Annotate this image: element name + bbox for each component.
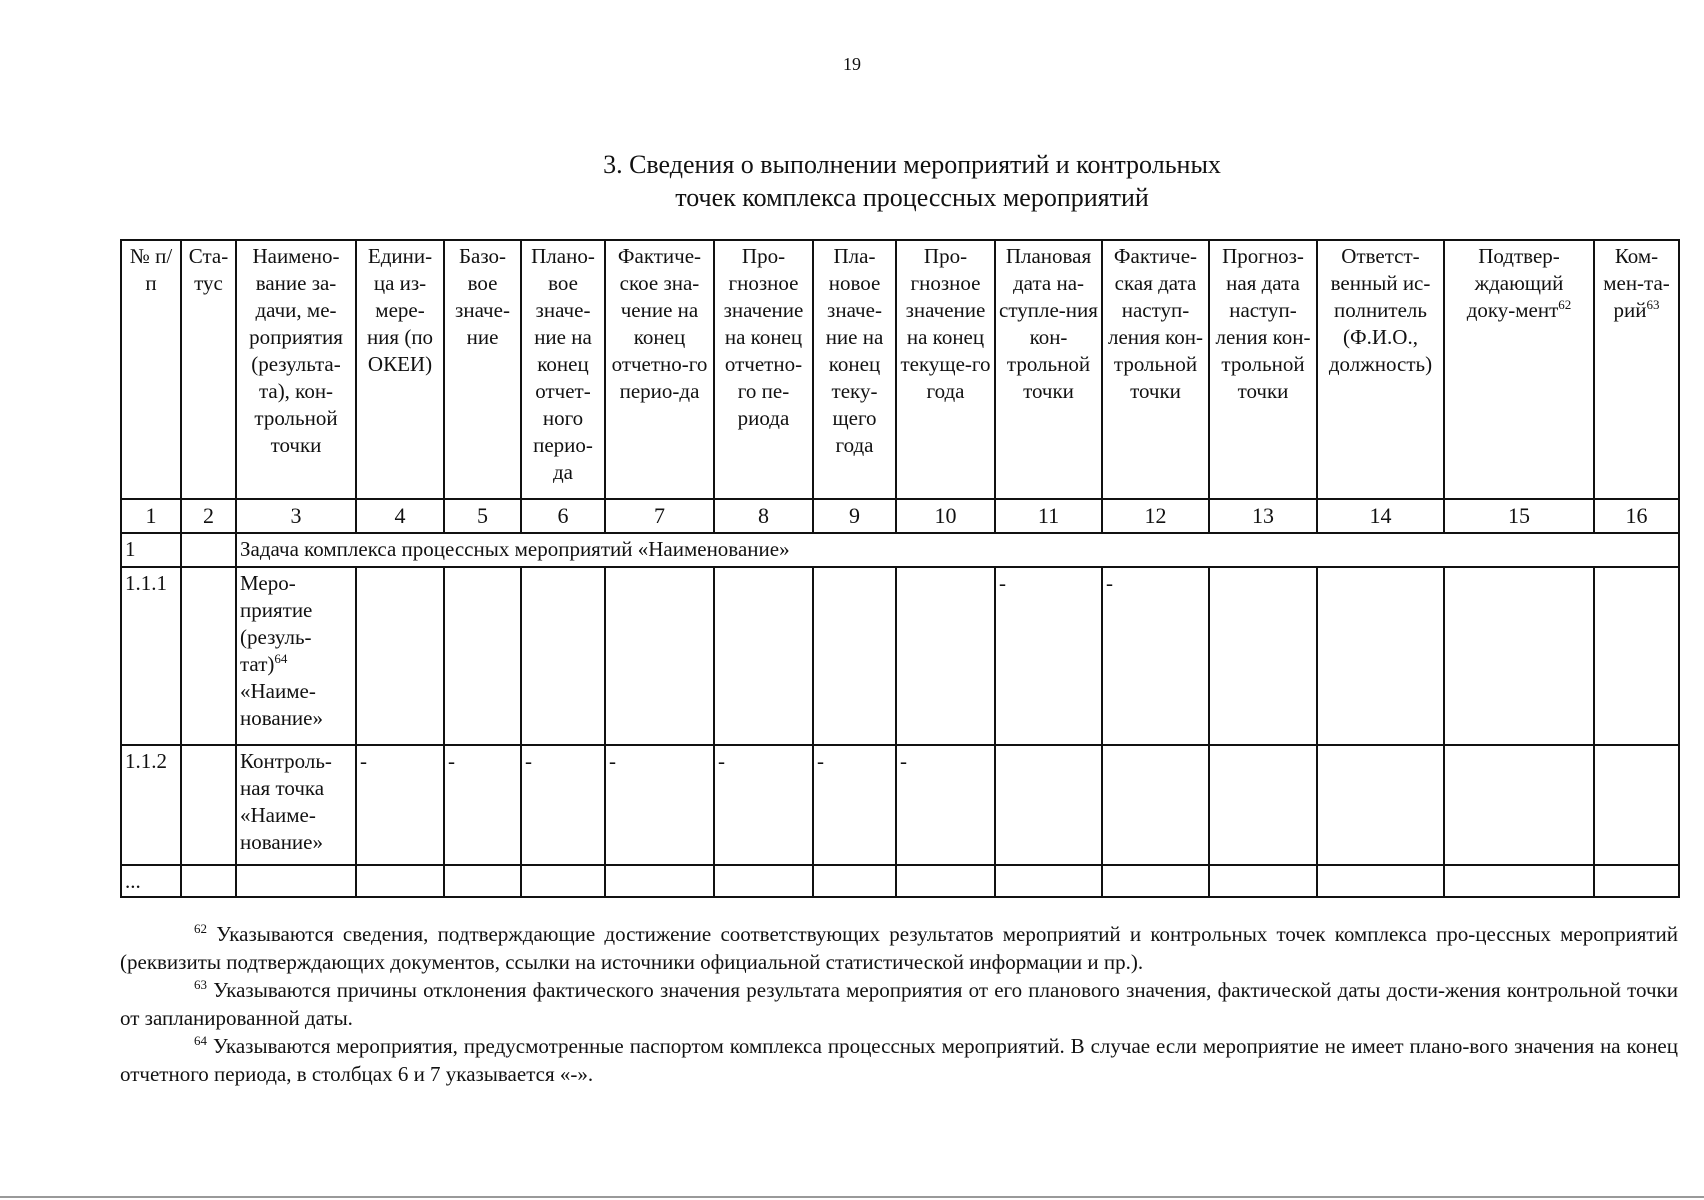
table-cell xyxy=(1209,567,1317,745)
activity-name-cell: Меро-приятие (резуль-тат)$^{64}$ «Наиме-нование» xyxy=(236,567,356,745)
column-number-row xyxy=(121,499,1679,533)
table-row-continuation xyxy=(121,865,1679,897)
task-title-cell: Задача комплекса процессных мероприятий «Наименование» xyxy=(236,533,1679,567)
column-header: № п/п xyxy=(121,240,181,499)
footnote-number: 62 xyxy=(194,921,207,936)
control-point-name-cell: Контроль-ная точка «Наиме-нование» xyxy=(236,745,356,865)
table-cell xyxy=(444,865,521,897)
table-cell xyxy=(1594,745,1679,865)
table-cell xyxy=(813,567,896,745)
column-header: Плано-вое значе-ние на конец отчет-ного перио-да xyxy=(521,240,605,499)
footnote-ref: 62 xyxy=(1558,297,1572,312)
table-cell: - xyxy=(444,745,521,865)
column-number: 5 xyxy=(444,499,521,533)
table-cell xyxy=(995,865,1102,897)
table-cell xyxy=(813,865,896,897)
footnotes xyxy=(120,920,1678,1088)
table-cell xyxy=(181,865,236,897)
table-cell xyxy=(1317,865,1444,897)
column-number: 6 xyxy=(521,499,605,533)
table-cell xyxy=(995,745,1102,865)
column-number: 7 xyxy=(605,499,714,533)
row-number: 1 xyxy=(121,533,181,567)
table-cell xyxy=(521,567,605,745)
table-cell xyxy=(444,567,521,745)
table-cell xyxy=(605,567,714,745)
table-cell: - xyxy=(995,567,1102,745)
table-cell: - xyxy=(813,745,896,865)
column-header: Прогноз-ная дата наступ-ления кон-трольной точки xyxy=(1209,240,1317,499)
table-cell: - xyxy=(714,745,813,865)
column-header: Про-гнозное значение на конец текуще-го года xyxy=(896,240,995,499)
column-header: Фактиче-ское зна-чение на конец отчетно-го перио-да xyxy=(605,240,714,499)
row-number: ... xyxy=(121,865,181,897)
table-cell xyxy=(356,567,444,745)
table-row-activity xyxy=(121,567,1679,745)
footnote-ref: 64 xyxy=(274,651,288,666)
column-number: 2 xyxy=(181,499,236,533)
column-number: 10 xyxy=(896,499,995,533)
section-title xyxy=(0,148,1704,214)
table-cell: - xyxy=(605,745,714,865)
column-number: 3 xyxy=(236,499,356,533)
column-header: Ком-мен-та-рий$^{63}$ xyxy=(1594,240,1679,499)
table-cell: - xyxy=(1102,567,1209,745)
column-header: Едини-ца из-мере-ния (по ОКЕИ) xyxy=(356,240,444,499)
table-cell xyxy=(236,865,356,897)
column-header: Пла-новое значе-ние на конец теку-щего года xyxy=(813,240,896,499)
table-header-row xyxy=(121,240,1679,499)
footnote-number: 64 xyxy=(194,1033,207,1048)
table-cell xyxy=(896,865,995,897)
column-number: 16 xyxy=(1594,499,1679,533)
column-header: Про-гнозное значение на конец отчетно-го пе-риода xyxy=(714,240,813,499)
table-cell xyxy=(605,865,714,897)
column-header: Подтвер-ждающий доку-мент$^{62}$ xyxy=(1444,240,1594,499)
table-cell: - xyxy=(896,745,995,865)
column-number: 11 xyxy=(995,499,1102,533)
column-number: 13 xyxy=(1209,499,1317,533)
table-cell xyxy=(1102,865,1209,897)
table-cell xyxy=(181,745,236,865)
section-title-line-1: 3. Сведения о выполнении мероприятий и контрольных xyxy=(603,150,1221,179)
column-header: Ста-тус xyxy=(181,240,236,499)
table-cell xyxy=(1102,745,1209,865)
column-header: Фактиче-ская дата наступ-ления кон-трольной точки xyxy=(1102,240,1209,499)
table-cell xyxy=(1594,567,1679,745)
footnote: $^{64}$ Указываются мероприятия, предусмотренные паспортом комплекса процессных мероприятий. В случае если мероприятие не имеет плано-вого значения на конец отчетного периода, в столбцах 6 и 7 указывается «-». xyxy=(120,1033,1678,1086)
footnote-ref: 63 xyxy=(1646,297,1660,312)
table-row-control-point xyxy=(121,745,1679,865)
table-cell xyxy=(1317,745,1444,865)
column-header: Плановая дата на-ступле-ния кон-трольной точки xyxy=(995,240,1102,499)
table-cell xyxy=(181,533,236,567)
table-row-task xyxy=(121,533,1679,567)
table-cell: - xyxy=(521,745,605,865)
footnote: $^{62}$ Указываются сведения, подтверждающие достижение соответствующих результатов мероприятий и контрольных точек комплекса про-цессных мероприятий (реквизиты подтверждающих документов, ссылки на источники официальной статистической информации и пр.). xyxy=(120,921,1679,974)
column-number: 4 xyxy=(356,499,444,533)
page-number: 19 xyxy=(843,54,861,74)
column-number: 14 xyxy=(1317,499,1444,533)
table-cell xyxy=(521,865,605,897)
row-number: 1.1.1 xyxy=(121,567,181,745)
table-cell xyxy=(1317,567,1444,745)
column-number: 15 xyxy=(1444,499,1594,533)
table-cell: - xyxy=(356,745,444,865)
column-header: Наимено-вание за-дачи, ме-роприятия (результа-та), кон-трольной точки xyxy=(236,240,356,499)
activities-table xyxy=(120,239,1680,898)
table-cell xyxy=(714,865,813,897)
column-number: 9 xyxy=(813,499,896,533)
footnote-number: 63 xyxy=(194,977,207,992)
section-title-line-2: точек комплекса процессных мероприятий xyxy=(675,183,1149,212)
table-cell xyxy=(1594,865,1679,897)
table-cell xyxy=(1444,567,1594,745)
column-number: 12 xyxy=(1102,499,1209,533)
column-number: 8 xyxy=(714,499,813,533)
column-number: 1 xyxy=(121,499,181,533)
row-number: 1.1.2 xyxy=(121,745,181,865)
table-cell xyxy=(1444,865,1594,897)
table-cell xyxy=(356,865,444,897)
page-bottom-rule xyxy=(0,1196,1704,1198)
table-cell xyxy=(714,567,813,745)
table-cell xyxy=(1209,745,1317,865)
table-cell xyxy=(1209,865,1317,897)
column-header: Ответст-венный ис-полнитель (Ф.И.О., должность) xyxy=(1317,240,1444,499)
column-header: Базо-вое значе-ние xyxy=(444,240,521,499)
table-cell xyxy=(896,567,995,745)
footnote: $^{63}$ Указываются причины отклонения фактического значения результата мероприятия от его планового значения, фактической даты дости-жения контрольной точки от запланированной даты. xyxy=(120,977,1678,1030)
table-cell xyxy=(181,567,236,745)
table-cell xyxy=(1444,745,1594,865)
